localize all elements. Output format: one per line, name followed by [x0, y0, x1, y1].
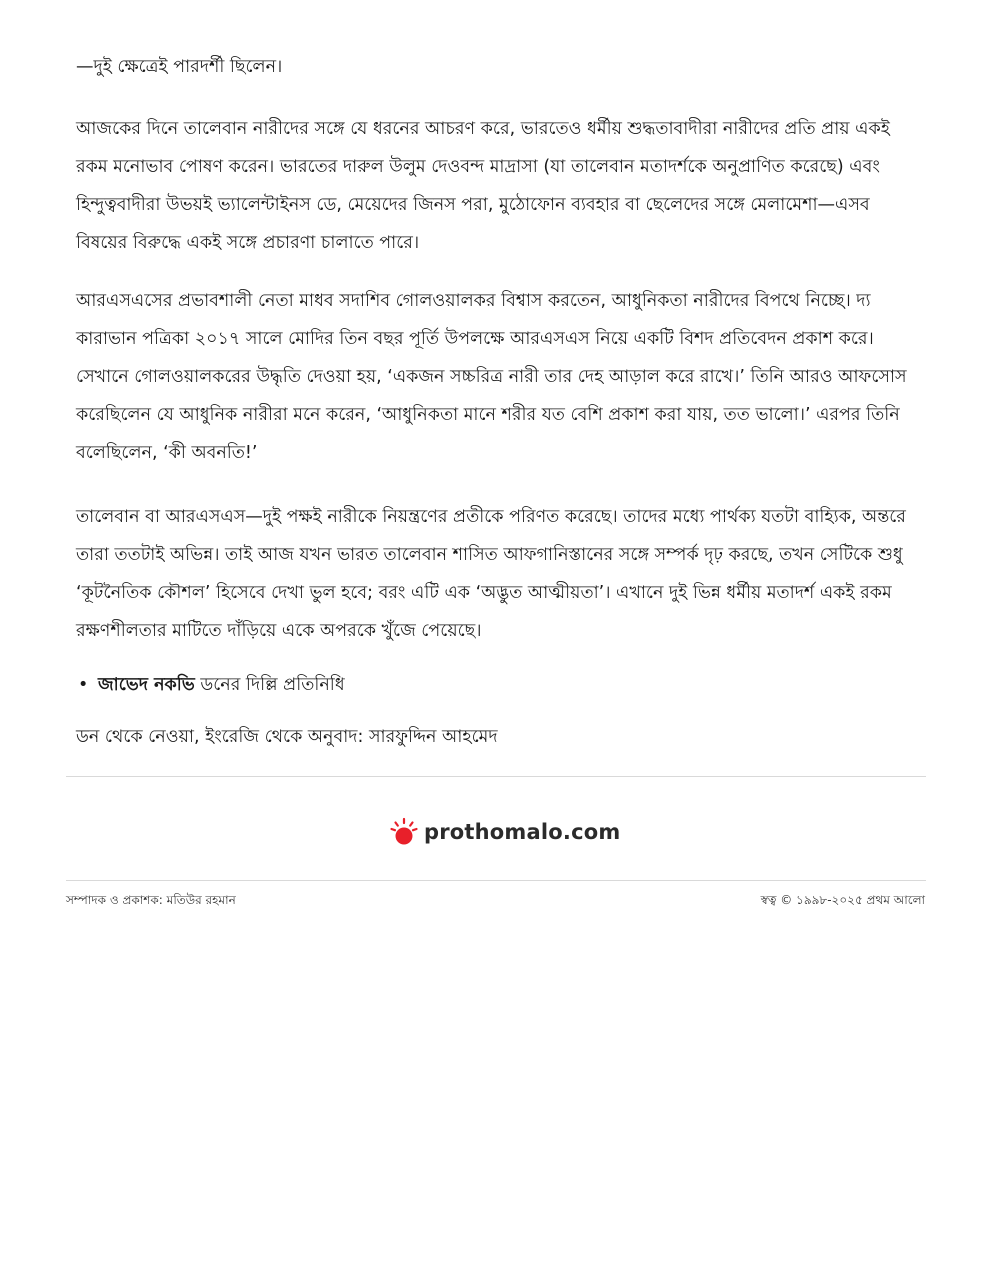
divider: [66, 776, 926, 777]
author-name: জাভেদ নকভি: [98, 675, 195, 695]
author-byline: [76, 666, 926, 704]
article-paragraph: তালেবান বা আরএসএস—দুই পক্ষই নারীকে নিয়ন্ত্রণের প্রতীকে পরিণত করেছে। তাদের মধ্যে পার্থক্য যতটা বাহ্যিক, অন্তরে তারা ততটাই অভিন্ন। তাই আজ যখন ভারত তালেবান শাসিত আফগানিস্তানের সঙ্গে সম্পর্ক দৃঢ় করছে, তখন সেটিকে শুধু ‘কূটনৈতিক কৌশল’ হিসেবে দেখা ভুল হবে; বরং এটি এক ‘অদ্ভুত আত্মীয়তা’। এখানে দুই ভিন্ন ধর্মীয় মতাদর্শ একই রকম রক্ষণশীলতার মাটিতে দাঁড়িয়ে একে অপরকে খুঁজে পেয়েছে।: [76, 507, 906, 641]
divider: [66, 880, 926, 881]
logo-text: prothomalo.com: [424, 820, 621, 844]
footer-copyright: স্বত্ব © ১৯৯৮-২০২৫ প্রথম আলো: [760, 893, 925, 907]
author-role: ডনের দিল্লি প্রতিনিধি: [194, 675, 345, 695]
translation-source-note: ডন থেকে নেওয়া, ইংরেজি থেকে অনুবাদ: সারফুদ্দিন আহমেদ: [76, 727, 498, 747]
prothomalo-logo[interactable]: [388, 812, 620, 852]
article-paragraph: আরএসএসের প্রভাবশালী নেতা মাধব সদাশিব গোলওয়ালকর বিশ্বাস করতেন, আধুনিকতা নারীদের বিপথে নিচ্ছে। দ্য কারাভান পত্রিকা ২০১৭ সালে মোদির তিন বছর পূর্তি উপলক্ষে আরএসএস নিয়ে একটি বিশদ প্রতিবেদন প্রকাশ করে। সেখানে গোলওয়ালকরের উদ্ধৃতি দেওয়া হয়, ‘একজন সচ্চরিত্র নারী তার দেহ আড়াল করে রাখে।’ তিনি আরও আফসোস করেছিলেন যে আধুনিক নারীরা মনে করেন, ‘আধুনিকতা মানে শরীর যত বেশি প্রকাশ করা যায়, তত ভালো।’ এরপর তিনি বলেছিলেন, ‘কী অবনতি!’: [76, 291, 907, 463]
footer-editor-credit: সম্পাদক ও প্রকাশক: মতিউর রহমান: [66, 893, 236, 907]
article-intro-line: —দুই ক্ষেত্রেই পারদর্শী ছিলেন।: [76, 57, 283, 77]
bullet-icon: •: [78, 675, 89, 695]
sun-icon: [388, 816, 420, 848]
article-paragraph: আজকের দিনে তালেবান নারীদের সঙ্গে যে ধরনের আচরণ করে, ভারতেও ধর্মীয় শুদ্ধতাবাদীরা নারীদের প্রতি প্রায় একই রকম মনোভাব পোষণ করেন। ভারতের দারুল উলুম দেওবন্দ মাদ্রাসা (যা তালেবান মতাদর্শকে অনুপ্রাণিত করেছে) এবং হিন্দুত্ববাদীরা উভয়ই ভ্যালেন্টাইনস ডে, মেয়েদের জিনস পরা, মুঠোফোন ব্যবহার বা ছেলেদের সঙ্গে মেলামেশা—এসব বিষয়ের বিরুদ্ধে একই সঙ্গে প্রচারণা চালাতে পারে।: [76, 119, 890, 253]
article-body: [76, 48, 926, 756]
author-byline-item: [76, 666, 926, 704]
